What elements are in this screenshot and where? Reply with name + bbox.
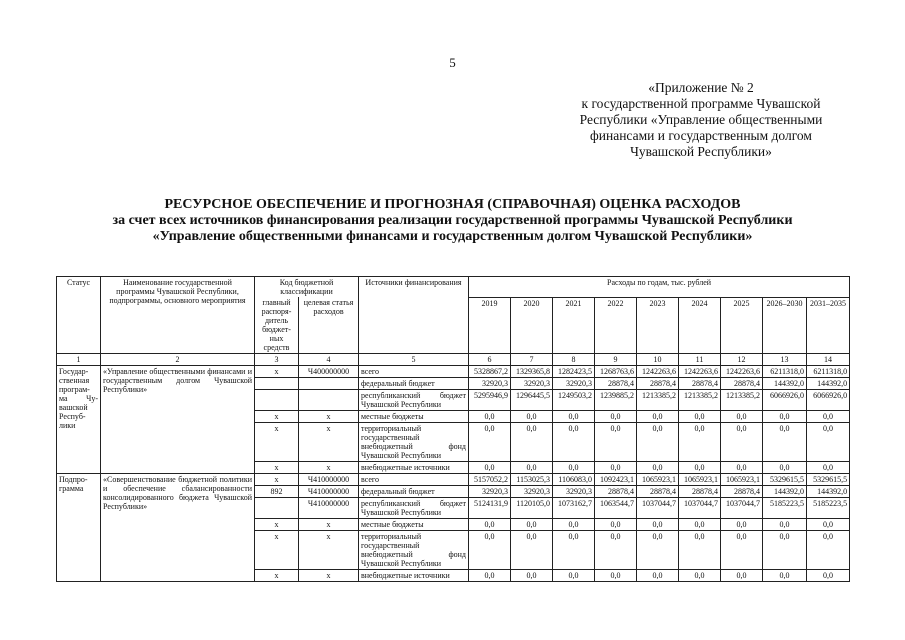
value-cell: 0,0: [637, 519, 679, 531]
source-cell: территориальный государственный внебюджетный фонд Чувашской Республики: [359, 531, 469, 570]
table-row: [57, 366, 850, 378]
column-number: 11: [679, 354, 721, 366]
source-cell: республиканский бюджет Чувашской Республики: [359, 498, 469, 519]
cs-cell: [299, 390, 359, 411]
year-header: 2023: [637, 297, 679, 310]
status-cell: Подпро-грамма: [57, 474, 101, 582]
source-cell: всего: [359, 366, 469, 378]
value-cell: 0,0: [553, 531, 595, 570]
gr-cell: х: [255, 474, 299, 486]
value-cell: 6066926,0: [763, 390, 807, 411]
gr-cell: х: [255, 411, 299, 423]
value-cell: 0,0: [679, 519, 721, 531]
value-cell: 0,0: [553, 570, 595, 582]
source-cell: республиканский бюджет Чувашской Республики: [359, 390, 469, 411]
gr-cell: 892: [255, 486, 299, 498]
value-cell: 1037044,7: [679, 498, 721, 519]
cs-cell: Ч410000000: [299, 474, 359, 486]
source-cell: местные бюджеты: [359, 519, 469, 531]
value-cell: 1065923,1: [637, 474, 679, 486]
value-cell: 6211318,0: [763, 366, 807, 378]
source-cell: федеральный бюджет: [359, 378, 469, 390]
annex-heading: [561, 80, 841, 160]
status-cell: Государ-ственная програм-ма Чу-вашской Респуб-лики: [57, 366, 101, 474]
source-cell: местные бюджеты: [359, 411, 469, 423]
annex-line: финансами и государственным долгом: [590, 128, 812, 143]
header-status: Статус: [57, 277, 101, 354]
column-number: 5: [359, 354, 469, 366]
value-cell: 0,0: [637, 462, 679, 474]
column-number: 2: [101, 354, 255, 366]
title-line: за счет всех источников финансирования реализации государственной программы Чувашской Республики: [112, 213, 793, 228]
cs-cell: Ч410000000: [299, 486, 359, 498]
value-cell: 0,0: [553, 423, 595, 462]
cs-cell: х: [299, 531, 359, 570]
cs-cell: х: [299, 411, 359, 423]
value-cell: 1037044,7: [721, 498, 763, 519]
value-cell: 0,0: [679, 411, 721, 423]
value-cell: 1242263,6: [637, 366, 679, 378]
value-cell: 0,0: [511, 531, 553, 570]
header-row: [57, 277, 850, 298]
year-header: 2019: [469, 297, 511, 310]
value-cell: 28878,4: [721, 486, 763, 498]
year-header: 2021: [553, 297, 595, 310]
value-cell: 0,0: [595, 411, 637, 423]
header-sources: Источники финансирования: [359, 277, 469, 354]
value-cell: 1037044,7: [637, 498, 679, 519]
gr-cell: [255, 378, 299, 390]
value-cell: 0,0: [807, 519, 850, 531]
value-cell: 0,0: [469, 423, 511, 462]
value-cell: 0,0: [511, 462, 553, 474]
title-line: РЕСУРСНОЕ ОБЕСПЕЧЕНИЕ И ПРОГНОЗНАЯ (СПРАВОЧНАЯ) ОЦЕНКА РАСХОДОВ: [164, 197, 741, 212]
column-number: 13: [763, 354, 807, 366]
value-cell: 0,0: [553, 411, 595, 423]
value-cell: 144392,0: [807, 378, 850, 390]
value-cell: 0,0: [637, 570, 679, 582]
value-cell: 0,0: [807, 570, 850, 582]
value-cell: 1282423,5: [553, 366, 595, 378]
gr-cell: х: [255, 570, 299, 582]
name-cell: «Совершенствование бюджетной политики и обеспечение сбалансированности консолидированного бюджета Чувашской Республики»: [101, 474, 255, 582]
value-cell: 32920,3: [469, 378, 511, 390]
value-cell: 0,0: [807, 423, 850, 462]
value-cell: 0,0: [637, 531, 679, 570]
value-cell: 1329365,8: [511, 366, 553, 378]
annex-line: Республики «Управление общественными: [579, 112, 823, 127]
value-cell: 0,0: [511, 411, 553, 423]
value-cell: 1073162,7: [553, 498, 595, 519]
column-number: 1: [57, 354, 101, 366]
year-header: 2026–2030: [763, 297, 807, 310]
value-cell: 0,0: [721, 462, 763, 474]
cs-cell: х: [299, 423, 359, 462]
value-cell: 0,0: [763, 423, 807, 462]
value-cell: 0,0: [763, 462, 807, 474]
value-cell: 0,0: [637, 411, 679, 423]
value-cell: 0,0: [807, 531, 850, 570]
header-expenses: Расходы по годам, тыс. рублей: [469, 277, 850, 298]
value-cell: 144392,0: [763, 378, 807, 390]
value-cell: 0,0: [553, 519, 595, 531]
year-header: 2020: [511, 297, 553, 310]
value-cell: 0,0: [679, 531, 721, 570]
year-header: 2024: [679, 297, 721, 310]
cs-cell: Ч410000000: [299, 498, 359, 519]
value-cell: 0,0: [595, 519, 637, 531]
column-number-row: [57, 354, 850, 366]
gr-cell: х: [255, 366, 299, 378]
value-cell: 0,0: [807, 462, 850, 474]
value-cell: 1249503,2: [553, 390, 595, 411]
gr-cell: х: [255, 423, 299, 462]
value-cell: 144392,0: [763, 486, 807, 498]
year-header: 2022: [595, 297, 637, 310]
value-cell: 6211318,0: [807, 366, 850, 378]
value-cell: 1065923,1: [679, 474, 721, 486]
column-number: 6: [469, 354, 511, 366]
value-cell: 0,0: [721, 519, 763, 531]
value-cell: 1092423,1: [595, 474, 637, 486]
value-cell: 0,0: [469, 462, 511, 474]
column-number: 3: [255, 354, 299, 366]
value-cell: 5295946,9: [469, 390, 511, 411]
column-number: 12: [721, 354, 763, 366]
value-cell: 28878,4: [637, 378, 679, 390]
cs-cell: х: [299, 462, 359, 474]
value-cell: 0,0: [807, 411, 850, 423]
value-cell: 5329615,5: [763, 474, 807, 486]
source-cell: всего: [359, 474, 469, 486]
value-cell: 0,0: [721, 411, 763, 423]
annex-line: «Приложение № 2: [648, 80, 754, 95]
value-cell: 0,0: [679, 423, 721, 462]
cs-cell: х: [299, 519, 359, 531]
value-cell: 1153025,3: [511, 474, 553, 486]
column-number: 7: [511, 354, 553, 366]
name-cell: «Управление общественными финансами и государственным долгом Чувашской Республики»: [101, 366, 255, 474]
gr-cell: [255, 498, 299, 519]
value-cell: 1242263,6: [721, 366, 763, 378]
value-cell: 28878,4: [721, 378, 763, 390]
value-cell: 1268763,6: [595, 366, 637, 378]
value-cell: 1106083,0: [553, 474, 595, 486]
gr-cell: х: [255, 519, 299, 531]
value-cell: 1239885,2: [595, 390, 637, 411]
table-row: [57, 474, 850, 486]
year-header: 2031–2035: [807, 297, 850, 310]
header-name: Наименование государственной программы Чувашской Республики, подпрограммы, основного мероприятия: [101, 277, 255, 354]
value-cell: 0,0: [763, 570, 807, 582]
value-cell: 28878,4: [679, 378, 721, 390]
value-cell: 5329615,5: [807, 474, 850, 486]
value-cell: 0,0: [721, 423, 763, 462]
value-cell: 1242263,6: [679, 366, 721, 378]
value-cell: 0,0: [763, 531, 807, 570]
value-cell: 6066926,0: [807, 390, 850, 411]
value-cell: 0,0: [469, 411, 511, 423]
value-cell: 32920,3: [469, 486, 511, 498]
value-cell: 0,0: [469, 570, 511, 582]
value-cell: 0,0: [721, 531, 763, 570]
value-cell: 1213385,2: [679, 390, 721, 411]
value-cell: 28878,4: [679, 486, 721, 498]
header-code-target: целевая статья расходов: [299, 297, 359, 354]
source-cell: территориальный государственный внебюджетный фонд Чувашской Республики: [359, 423, 469, 462]
value-cell: 1065923,1: [721, 474, 763, 486]
column-number: 10: [637, 354, 679, 366]
header-code: Код бюджетной классификации: [255, 277, 359, 298]
gr-cell: [255, 390, 299, 411]
value-cell: 0,0: [553, 462, 595, 474]
value-cell: 0,0: [469, 519, 511, 531]
gr-cell: х: [255, 462, 299, 474]
value-cell: 1213385,2: [637, 390, 679, 411]
gr-cell: х: [255, 531, 299, 570]
value-cell: 0,0: [679, 570, 721, 582]
value-cell: 0,0: [595, 423, 637, 462]
page-number: 5: [449, 55, 456, 70]
value-cell: 5328867,2: [469, 366, 511, 378]
value-cell: 0,0: [763, 411, 807, 423]
column-number: 8: [553, 354, 595, 366]
value-cell: 0,0: [595, 570, 637, 582]
value-cell: 0,0: [763, 519, 807, 531]
source-cell: федеральный бюджет: [359, 486, 469, 498]
value-cell: 28878,4: [595, 378, 637, 390]
annex-line: Чувашской Республики»: [630, 144, 772, 159]
cs-cell: х: [299, 570, 359, 582]
value-cell: 28878,4: [595, 486, 637, 498]
resource-table: [56, 276, 850, 582]
value-cell: 1213385,2: [721, 390, 763, 411]
column-number: 4: [299, 354, 359, 366]
value-cell: 0,0: [595, 462, 637, 474]
document-title: [0, 197, 905, 245]
value-cell: 0,0: [511, 423, 553, 462]
value-cell: 5157052,2: [469, 474, 511, 486]
value-cell: 0,0: [721, 570, 763, 582]
value-cell: 28878,4: [637, 486, 679, 498]
value-cell: 0,0: [679, 462, 721, 474]
cs-cell: Ч400000000: [299, 366, 359, 378]
source-cell: внебюджетные источники: [359, 462, 469, 474]
value-cell: 5124131,9: [469, 498, 511, 519]
value-cell: 1063544,7: [595, 498, 637, 519]
year-header: 2025: [721, 297, 763, 310]
header-code-main: главный распоря-дитель бюджет-ных средств: [255, 297, 299, 354]
value-cell: 32920,3: [511, 486, 553, 498]
value-cell: 5185223,5: [807, 498, 850, 519]
value-cell: 0,0: [511, 519, 553, 531]
value-cell: 32920,3: [511, 378, 553, 390]
value-cell: 0,0: [595, 531, 637, 570]
value-cell: 1296445,5: [511, 390, 553, 411]
cs-cell: [299, 378, 359, 390]
value-cell: 0,0: [511, 570, 553, 582]
value-cell: 32920,3: [553, 378, 595, 390]
source-cell: внебюджетные источники: [359, 570, 469, 582]
value-cell: 1120105,0: [511, 498, 553, 519]
title-line: «Управление общественными финансами и государственным долгом Чувашской Республики»: [152, 229, 753, 244]
value-cell: 32920,3: [553, 486, 595, 498]
value-cell: 144392,0: [807, 486, 850, 498]
column-number: 14: [807, 354, 850, 366]
value-cell: 0,0: [469, 531, 511, 570]
value-cell: 5185223,5: [763, 498, 807, 519]
value-cell: 0,0: [637, 423, 679, 462]
annex-line: к государственной программе Чувашской: [581, 96, 821, 111]
column-number: 9: [595, 354, 637, 366]
